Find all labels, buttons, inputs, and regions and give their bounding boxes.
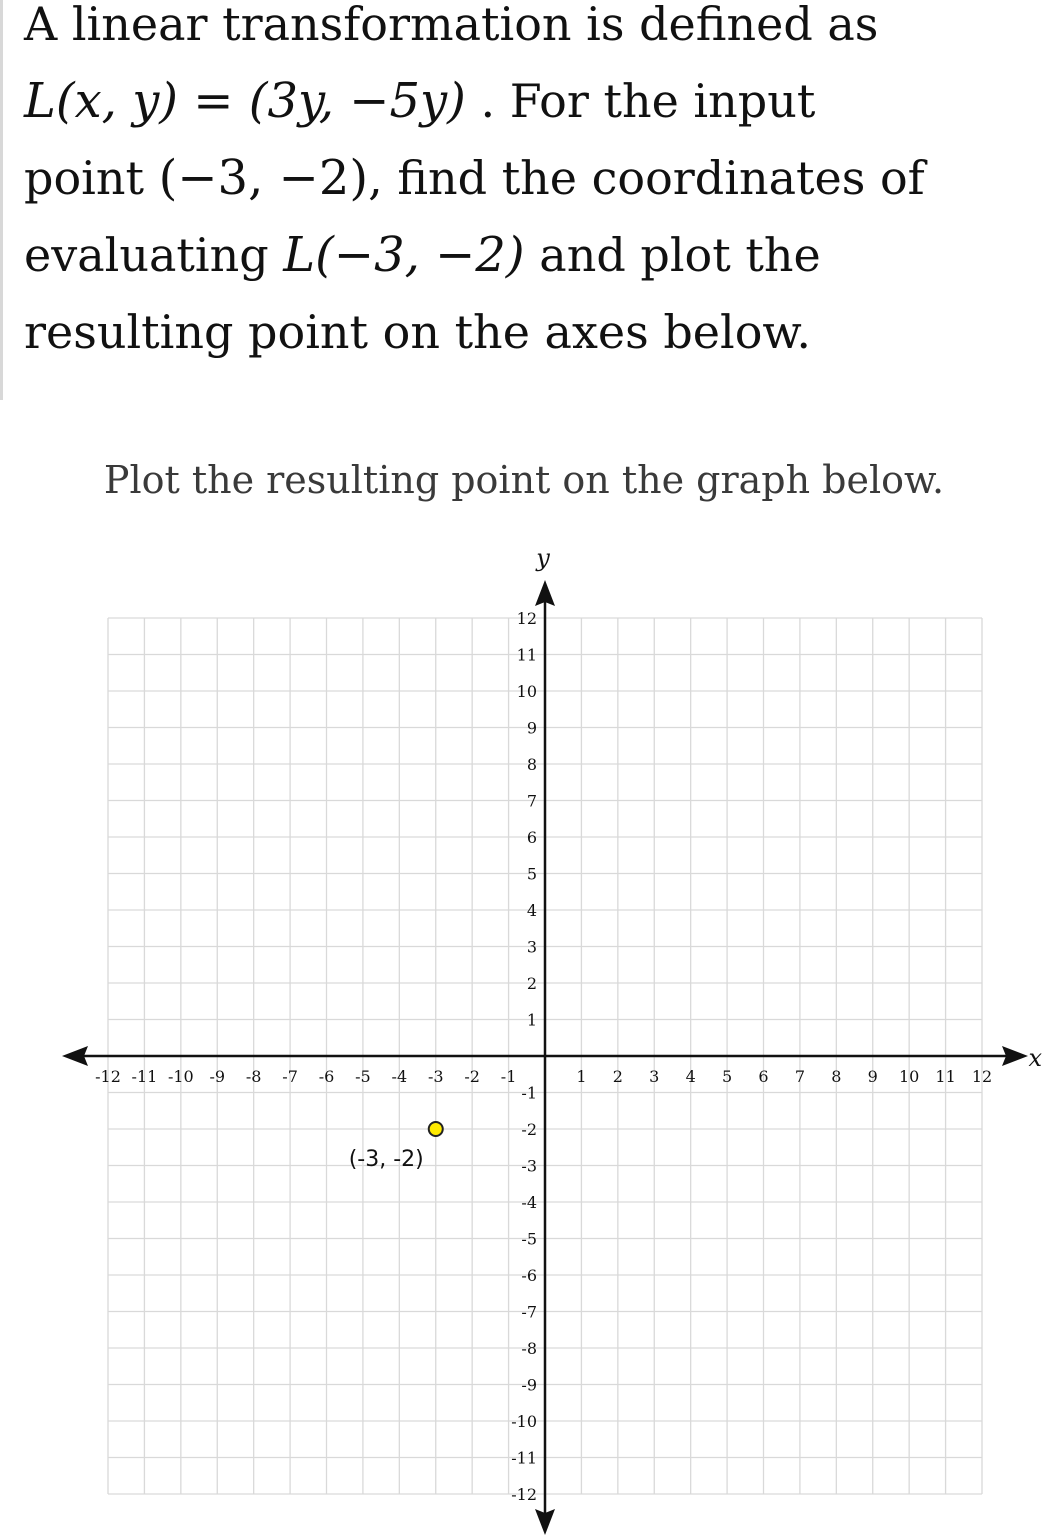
x-tick-label: 2 xyxy=(612,1067,623,1086)
x-tick-label: -6 xyxy=(318,1067,335,1086)
plotted-point[interactable] xyxy=(429,1122,443,1136)
x-tick-label: 12 xyxy=(971,1067,993,1086)
x-tick-label: -5 xyxy=(355,1067,371,1086)
y-tick-label: -6 xyxy=(521,1266,537,1285)
x-tick-label: 10 xyxy=(898,1067,920,1086)
x-tick-label: -4 xyxy=(391,1067,408,1086)
x-tick-label: 8 xyxy=(831,1067,842,1086)
y-axis-label: y xyxy=(536,544,550,572)
formula-lhs: L(x, y) xyxy=(24,73,179,129)
y-tick-label: 10 xyxy=(516,682,537,701)
y-tick-label: -8 xyxy=(521,1339,537,1358)
x-tick-label: -3 xyxy=(427,1067,444,1086)
problem-line-1: A linear transformation is defined as xyxy=(24,0,879,51)
y-tick-label: 3 xyxy=(526,937,537,957)
x-tick-label: 7 xyxy=(794,1067,806,1086)
input-point: (−3, −2) xyxy=(158,150,369,206)
x-tick-label: -9 xyxy=(209,1067,226,1086)
y-tick-label: -4 xyxy=(521,1193,537,1212)
x-tick-label: 4 xyxy=(685,1067,696,1086)
y-tick-label: -2 xyxy=(521,1120,537,1139)
formula-rhs: (3y, −5y) xyxy=(248,73,466,129)
y-tick-label: 7 xyxy=(526,791,537,811)
y-tick-label: -10 xyxy=(511,1412,537,1431)
x-tick-label: 9 xyxy=(867,1067,878,1086)
y-tick-label: 2 xyxy=(526,974,537,993)
y-tick-label: 5 xyxy=(526,864,537,884)
y-tick-label: 8 xyxy=(526,755,537,774)
x-axis-label: x xyxy=(1028,1044,1042,1072)
y-tick-label: -5 xyxy=(521,1229,537,1249)
eval-expression: L(−3, −2) xyxy=(283,227,525,283)
y-tick-label: 11 xyxy=(516,645,537,665)
y-tick-label: -11 xyxy=(511,1448,537,1468)
x-tick-label: 6 xyxy=(758,1067,769,1086)
axes xyxy=(62,544,1042,1535)
x-tick-label: 5 xyxy=(721,1067,733,1086)
problem-line-3: point (−3, −2), find the coordinates of xyxy=(24,150,925,206)
x-tick-label: 3 xyxy=(649,1067,660,1086)
x-tick-label: -10 xyxy=(167,1067,194,1086)
y-tick-label: -12 xyxy=(511,1485,537,1504)
point-label: (-3, -2) xyxy=(348,1147,424,1172)
x-tick-label: 1 xyxy=(576,1067,587,1086)
y-tick-label: 1 xyxy=(526,1010,537,1030)
problem-line-4: evaluating L(−3, −2) and plot the xyxy=(24,227,821,283)
y-tick-label: -9 xyxy=(521,1375,537,1395)
x-tick-label: -8 xyxy=(245,1067,262,1086)
y-tick-label: -3 xyxy=(521,1156,537,1176)
x-tick-label: -12 xyxy=(95,1067,121,1086)
y-tick-label: 4 xyxy=(526,901,537,920)
x-tick-label: -1 xyxy=(500,1067,517,1086)
y-tick-label: 12 xyxy=(516,609,537,628)
y-tick-label: -7 xyxy=(521,1302,537,1322)
y-tick-label: 6 xyxy=(526,828,537,847)
x-tick-label: -2 xyxy=(464,1067,480,1086)
x-tick-label: 11 xyxy=(935,1067,956,1086)
plot-instruction: Plot the resulting point on the graph below. xyxy=(103,458,945,502)
y-tick-label: -1 xyxy=(521,1083,537,1103)
problem-line-2-tail: . For the input xyxy=(465,74,816,128)
x-tick-label: -11 xyxy=(131,1067,158,1086)
y-tick-label: 9 xyxy=(526,718,537,738)
x-tick-label: -7 xyxy=(282,1067,298,1086)
formula-equals: = xyxy=(178,73,249,129)
problem-line-5: resulting point on the axes below. xyxy=(24,305,811,359)
